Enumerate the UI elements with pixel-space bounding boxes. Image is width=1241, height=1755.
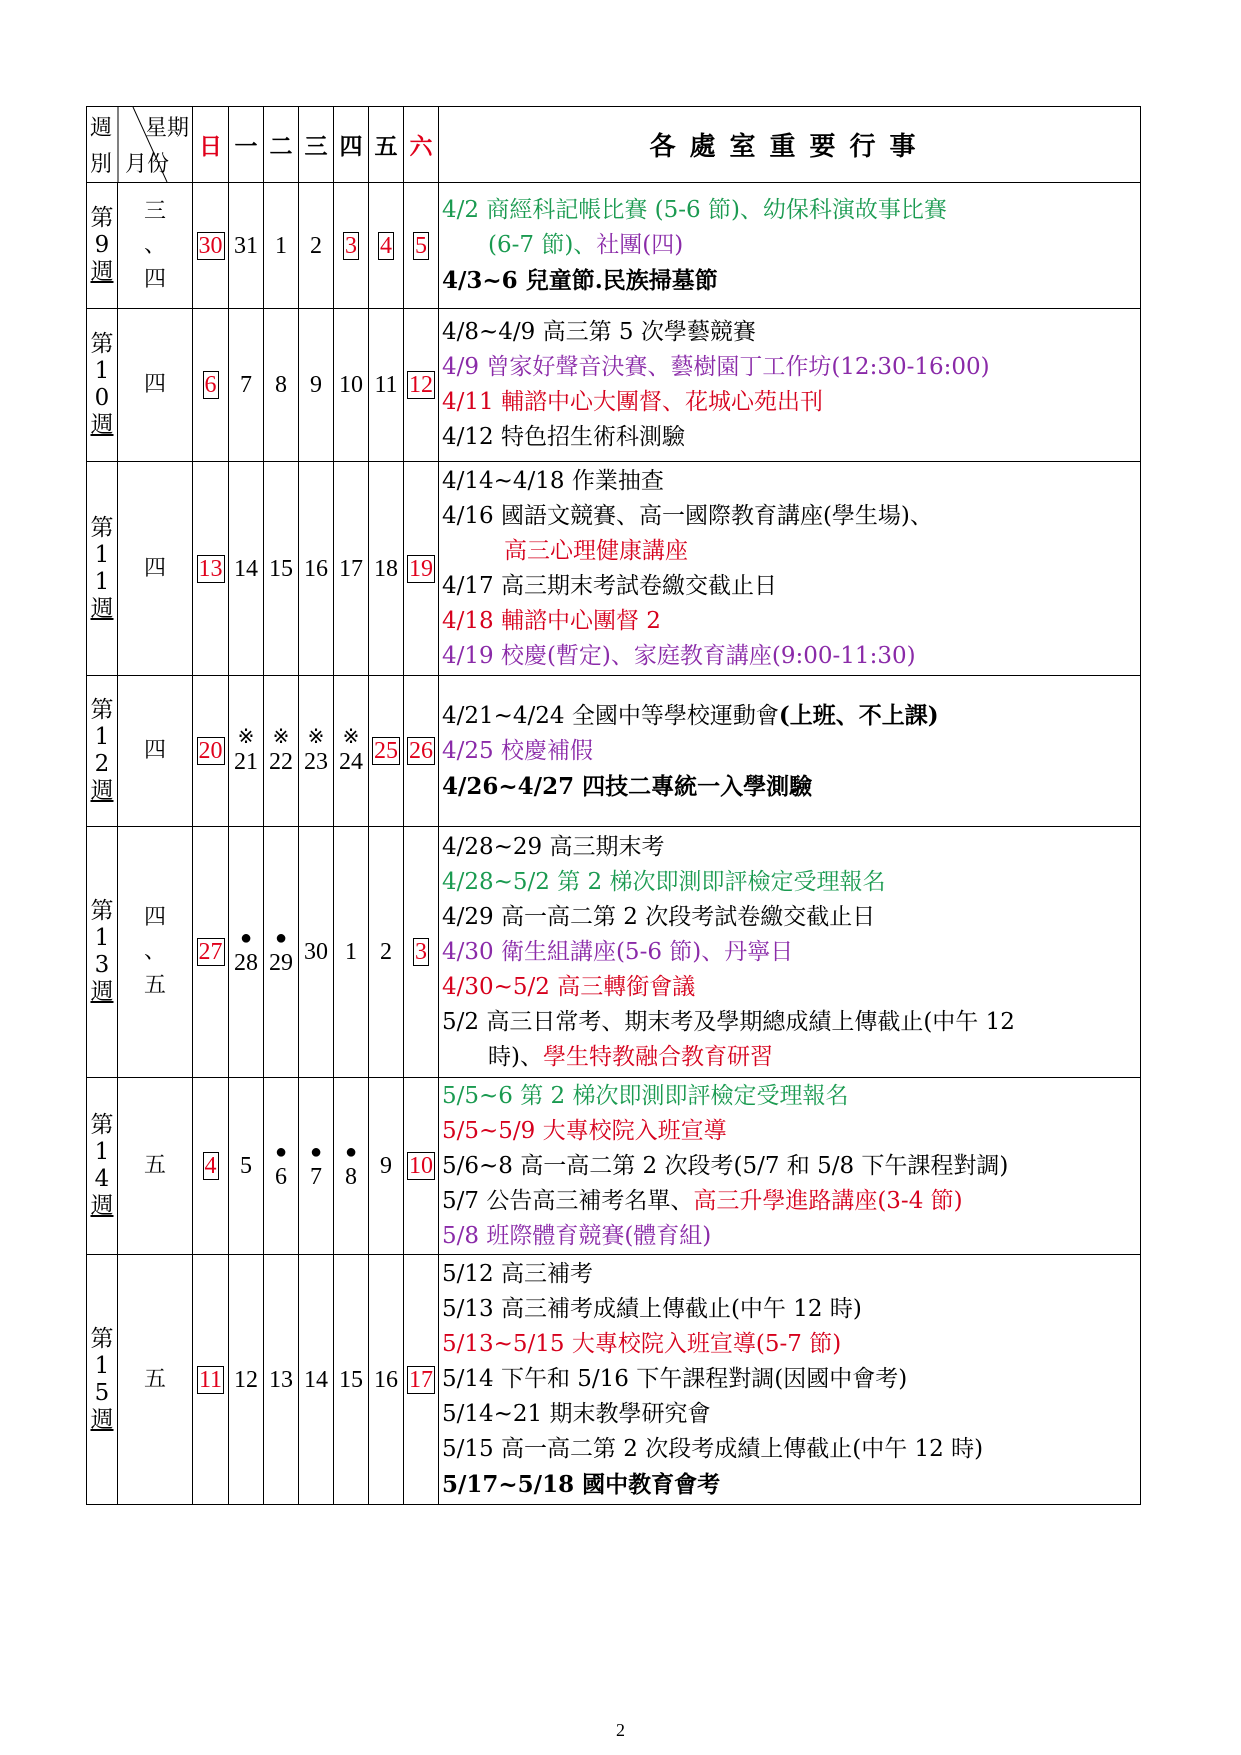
week-number-char: 第 bbox=[90, 898, 114, 924]
month-label: 月份 bbox=[125, 152, 170, 177]
day-cell bbox=[193, 676, 229, 827]
week-number-cell bbox=[87, 309, 118, 462]
day-cell bbox=[264, 1255, 299, 1505]
day-number: 10 bbox=[339, 372, 363, 398]
week-number-char: 3 bbox=[94, 952, 110, 978]
day-number: 8 bbox=[345, 1164, 357, 1190]
day-cell bbox=[334, 676, 369, 827]
event-text: 4/21~4/24 全國中等學校運動會 bbox=[442, 702, 779, 729]
event-text: 5/5~6 第 2 梯次即測即評檢定受理報名 bbox=[442, 1082, 849, 1109]
week-number-char: 1 bbox=[94, 541, 110, 568]
event-line bbox=[442, 639, 1140, 674]
event-text: 社團(四) bbox=[596, 231, 684, 258]
day-cell bbox=[299, 462, 334, 676]
day-cell bbox=[299, 676, 334, 827]
event-text: 4/29 高一高二第 2 次段考試卷繳交截止日 bbox=[442, 903, 876, 930]
event-line bbox=[442, 769, 1140, 805]
week-number-char: 週 bbox=[90, 979, 114, 1005]
month-char: 五 bbox=[143, 1153, 166, 1178]
day-cell bbox=[229, 183, 264, 309]
event-line bbox=[442, 385, 1140, 420]
day-cell bbox=[404, 309, 439, 462]
header-row bbox=[87, 107, 1141, 183]
day-cell bbox=[264, 1078, 299, 1255]
day-cell bbox=[264, 462, 299, 676]
week-number-char: 第 bbox=[90, 1112, 114, 1138]
month-cell bbox=[118, 309, 193, 462]
event-text: 4/9 曾家好聲音決賽、藝樹園丁工作坊(12:30-16:00) bbox=[442, 354, 990, 380]
month-char: 、 bbox=[143, 232, 166, 258]
event-line bbox=[442, 734, 1140, 769]
event-text: 4/2 商經科記帳比賽 (5-6 節)、幼保科演故事比賽 bbox=[442, 196, 947, 223]
day-cell bbox=[193, 309, 229, 462]
week-number-char: 週 bbox=[90, 1193, 114, 1219]
day-cell bbox=[404, 462, 439, 676]
day-number: 7 bbox=[310, 1164, 322, 1190]
event-line bbox=[442, 534, 1140, 569]
day-cell bbox=[264, 309, 299, 462]
event-text: 5/15 高一高二第 2 次段考成績上傳截止(中午 12 時) bbox=[442, 1435, 984, 1462]
event-text: 高三心理健康講座 bbox=[504, 537, 688, 564]
week-number-char: 0 bbox=[94, 385, 110, 411]
month-char: 五 bbox=[143, 973, 166, 998]
day-cell bbox=[264, 827, 299, 1078]
month-char: 五 bbox=[143, 1366, 166, 1392]
week-number-char: 2 bbox=[94, 751, 110, 777]
day-cell bbox=[264, 676, 299, 827]
day-number: 7 bbox=[240, 372, 252, 398]
month-char: 四 bbox=[143, 738, 166, 763]
week-number-char: 週 bbox=[90, 595, 114, 622]
day-number: 30 bbox=[198, 232, 223, 259]
day-number: 14 bbox=[304, 1366, 328, 1393]
event-text: 4/17 高三期末考試卷繳交截止日 bbox=[442, 572, 777, 599]
day-number: 11 bbox=[198, 1366, 223, 1393]
page-number: 2 bbox=[616, 1720, 625, 1740]
day-cell bbox=[229, 309, 264, 462]
week-number-char: 第 bbox=[90, 205, 114, 231]
month-char: 三 bbox=[143, 198, 166, 224]
month-char: 四 bbox=[143, 905, 166, 930]
month-cell bbox=[118, 676, 193, 827]
day-cell bbox=[299, 309, 334, 462]
event-line bbox=[442, 1079, 1140, 1114]
event-text: 5/13~5/15 大專校院入班宣導(5-7 節) bbox=[442, 1330, 842, 1357]
week-number-char: 週 bbox=[90, 1406, 114, 1433]
day-header-tue: 二 bbox=[264, 107, 299, 183]
event-line bbox=[442, 935, 1140, 970]
event-line bbox=[442, 830, 1140, 865]
day-cell bbox=[229, 1255, 264, 1505]
day-marker: ● bbox=[344, 1141, 358, 1163]
event-text: 5/7 公告高三補考名單、 bbox=[442, 1187, 694, 1214]
week-number-char: 1 bbox=[94, 724, 110, 750]
day-cell bbox=[334, 1078, 369, 1255]
event-line bbox=[442, 1397, 1140, 1432]
event-text: (上班、不上課) bbox=[778, 701, 939, 729]
day-cell bbox=[369, 309, 404, 462]
event-line bbox=[442, 569, 1140, 604]
day-number: 5 bbox=[240, 1153, 252, 1179]
day-number: 1 bbox=[345, 939, 357, 965]
event-text: 4/25 校慶補假 bbox=[442, 737, 593, 764]
day-header-wed: 三 bbox=[299, 107, 334, 183]
day-cell bbox=[334, 309, 369, 462]
day-number: 31 bbox=[234, 232, 258, 259]
day-cell bbox=[229, 676, 264, 827]
day-number: 12 bbox=[234, 1366, 258, 1393]
event-line bbox=[442, 1257, 1140, 1292]
day-cell bbox=[229, 1078, 264, 1255]
day-cell bbox=[369, 1255, 404, 1505]
event-text: 5/14 下午和 5/16 下午課程對調(因國中會考) bbox=[442, 1365, 908, 1392]
event-line bbox=[442, 228, 1140, 263]
day-cell bbox=[193, 1078, 229, 1255]
event-text: 4/30~5/2 高三轉銜會議 bbox=[442, 973, 696, 1000]
month-cell bbox=[118, 1078, 193, 1255]
events-cell bbox=[439, 462, 1141, 676]
event-line bbox=[442, 315, 1140, 350]
week-row bbox=[87, 1078, 1141, 1255]
event-text: 4/16 國語文競賽、高一國際教育講座(學生場)、 bbox=[442, 502, 933, 529]
day-cell bbox=[369, 1078, 404, 1255]
day-cell bbox=[299, 1255, 334, 1505]
day-number: 18 bbox=[374, 555, 398, 582]
day-number: 29 bbox=[269, 950, 293, 976]
day-number: 6 bbox=[204, 372, 217, 398]
event-line bbox=[442, 1467, 1140, 1503]
day-number: 24 bbox=[339, 749, 363, 775]
header-corner bbox=[87, 107, 193, 183]
day-number: 17 bbox=[409, 1366, 433, 1393]
event-text: 5/5~5/9 大專校院入班宣導 bbox=[442, 1117, 727, 1144]
day-cell bbox=[299, 827, 334, 1078]
day-cell bbox=[369, 676, 404, 827]
event-line bbox=[442, 1184, 1140, 1219]
week-number-char: 9 bbox=[94, 232, 110, 258]
event-line bbox=[442, 698, 1140, 734]
day-number: 15 bbox=[339, 1366, 363, 1393]
day-cell bbox=[404, 1078, 439, 1255]
week-number-cell bbox=[87, 676, 118, 827]
day-number: 3 bbox=[345, 232, 357, 259]
event-line bbox=[442, 1327, 1140, 1362]
week-number-cell bbox=[87, 183, 118, 309]
week-number-char: 週 bbox=[90, 778, 114, 804]
event-line bbox=[442, 1149, 1140, 1184]
day-number: 16 bbox=[374, 1366, 398, 1393]
week-number-char: 5 bbox=[94, 1379, 110, 1406]
week-number-char: 1 bbox=[94, 568, 110, 595]
day-number: 9 bbox=[310, 372, 322, 398]
event-text: 5/6~8 高一高二第 2 次段考(5/7 和 5/8 下午課程對調) bbox=[442, 1152, 1009, 1179]
day-number: 13 bbox=[269, 1366, 293, 1393]
event-text: 4/28~29 高三期末考 bbox=[442, 833, 665, 860]
day-cell bbox=[369, 827, 404, 1078]
day-header-thu: 四 bbox=[334, 107, 369, 183]
day-cell bbox=[334, 183, 369, 309]
event-text: 4/14~4/18 作業抽查 bbox=[442, 467, 664, 494]
week-number-cell bbox=[87, 462, 118, 676]
week-number-char: 週 bbox=[90, 259, 114, 285]
day-number: 17 bbox=[339, 555, 363, 582]
week-row bbox=[87, 827, 1141, 1078]
events-cell bbox=[439, 827, 1141, 1078]
day-cell bbox=[264, 183, 299, 309]
day-number: 16 bbox=[304, 555, 328, 582]
week-number-char: 第 bbox=[90, 331, 114, 357]
day-header-sun: 日 bbox=[193, 107, 229, 183]
event-line bbox=[442, 263, 1140, 299]
month-cell bbox=[118, 462, 193, 676]
day-header-fri: 五 bbox=[369, 107, 404, 183]
day-number: 21 bbox=[234, 749, 258, 775]
week-number-char: 1 bbox=[94, 358, 110, 384]
day-number: 5 bbox=[415, 232, 427, 259]
event-line bbox=[442, 420, 1140, 455]
week-row bbox=[87, 1255, 1141, 1505]
day-cell bbox=[229, 827, 264, 1078]
day-cell bbox=[299, 1078, 334, 1255]
event-text: 5/13 高三補考成績上傳截止(中午 12 時) bbox=[442, 1295, 862, 1322]
day-number: 12 bbox=[409, 372, 433, 398]
day-number: 10 bbox=[409, 1153, 433, 1179]
events-cell bbox=[439, 309, 1141, 462]
event-text: 高三升學進路講座(3-4 節) bbox=[693, 1187, 963, 1214]
week-row bbox=[87, 183, 1141, 309]
day-cell bbox=[369, 462, 404, 676]
day-cell bbox=[404, 1255, 439, 1505]
week-number-char: 第 bbox=[90, 514, 114, 541]
week-label-bottom: 別 bbox=[90, 152, 113, 177]
day-number: 23 bbox=[304, 749, 328, 775]
day-header-sat: 六 bbox=[404, 107, 439, 183]
day-number: 2 bbox=[310, 232, 322, 259]
event-text: 4/28~5/2 第 2 梯次即測即評檢定受理報名 bbox=[442, 868, 886, 895]
day-number: 1 bbox=[275, 232, 287, 259]
week-number-char: 1 bbox=[94, 1139, 110, 1165]
event-line bbox=[442, 464, 1140, 499]
day-cell bbox=[193, 183, 229, 309]
day-number: 9 bbox=[380, 1153, 392, 1179]
event-text: 4/11 輔諮中心大團督、花城心苑出刊 bbox=[442, 389, 823, 415]
day-cell bbox=[334, 462, 369, 676]
day-cell bbox=[299, 183, 334, 309]
week-number-cell bbox=[87, 1078, 118, 1255]
event-line bbox=[442, 1219, 1140, 1254]
week-number-char: 第 bbox=[90, 697, 114, 723]
events-header: 各處室重要行事 bbox=[439, 107, 1141, 183]
event-text: 4/26~4/27 四技二專統一入學測驗 bbox=[442, 772, 813, 800]
week-number-char: 1 bbox=[94, 925, 110, 951]
month-cell bbox=[118, 183, 193, 309]
day-number: 8 bbox=[275, 372, 287, 398]
day-marker: ● bbox=[274, 1141, 288, 1163]
day-cell bbox=[193, 827, 229, 1078]
event-text: 4/30 衛生組講座(5-6 節)、丹寧日 bbox=[442, 938, 794, 965]
day-number: 19 bbox=[409, 555, 433, 582]
day-number: 3 bbox=[415, 939, 427, 965]
day-number: 26 bbox=[409, 738, 433, 764]
day-number: 2 bbox=[380, 939, 392, 965]
day-marker: ※ bbox=[272, 726, 290, 748]
event-text: 5/8 班際體育競賽(體育組) bbox=[442, 1222, 712, 1249]
events-cell bbox=[439, 676, 1141, 827]
day-number: 15 bbox=[269, 555, 293, 582]
day-number: 30 bbox=[304, 939, 328, 965]
week-row bbox=[87, 309, 1141, 462]
day-number: 14 bbox=[234, 555, 258, 582]
event-line bbox=[442, 1292, 1140, 1327]
event-line bbox=[442, 865, 1140, 900]
event-line bbox=[442, 193, 1140, 228]
day-number: 11 bbox=[374, 372, 398, 398]
day-marker: ※ bbox=[307, 726, 325, 748]
day-cell bbox=[229, 462, 264, 676]
events-cell bbox=[439, 1078, 1141, 1255]
event-line bbox=[442, 1432, 1140, 1467]
day-number: 13 bbox=[198, 555, 223, 582]
event-text: 4/8~4/9 高三第 5 次學藝競賽 bbox=[442, 319, 756, 345]
day-marker: ※ bbox=[342, 726, 360, 748]
weekday-label: 星期 bbox=[144, 116, 189, 141]
event-line bbox=[442, 1114, 1140, 1149]
events-cell bbox=[439, 1255, 1141, 1505]
day-cell bbox=[369, 183, 404, 309]
week-label-top: 週 bbox=[90, 116, 113, 141]
day-number: 4 bbox=[380, 232, 392, 259]
event-text: 4/12 特色招生術科測驗 bbox=[442, 424, 685, 450]
events-cell bbox=[439, 183, 1141, 309]
event-line bbox=[442, 499, 1140, 534]
event-text: 5/12 高三補考 bbox=[442, 1260, 593, 1287]
day-marker: ● bbox=[309, 1141, 323, 1163]
day-cell bbox=[193, 1255, 229, 1505]
day-number: 25 bbox=[374, 738, 398, 764]
day-number: 20 bbox=[198, 738, 223, 764]
day-cell bbox=[404, 827, 439, 1078]
event-line bbox=[442, 1005, 1140, 1040]
month-char: 四 bbox=[143, 372, 166, 397]
week-number-cell bbox=[87, 827, 118, 1078]
day-number: 22 bbox=[269, 749, 293, 775]
month-char: 四 bbox=[143, 266, 166, 292]
day-cell bbox=[404, 676, 439, 827]
month-cell bbox=[118, 1255, 193, 1505]
event-text: 學生特教融合教育研習 bbox=[542, 1043, 773, 1070]
week-number-char: 1 bbox=[94, 1352, 110, 1379]
event-text: 5/14~21 期末教學研究會 bbox=[442, 1400, 711, 1427]
month-cell bbox=[118, 827, 193, 1078]
day-marker: ● bbox=[239, 927, 253, 949]
event-text: 4/19 校慶(暫定)、家庭教育講座(9:00-11:30) bbox=[442, 642, 916, 669]
day-cell bbox=[334, 1255, 369, 1505]
event-line bbox=[442, 604, 1140, 639]
week-number-char: 週 bbox=[90, 412, 114, 438]
school-calendar-table bbox=[86, 106, 1141, 1505]
day-number: 4 bbox=[204, 1153, 217, 1179]
day-cell bbox=[334, 827, 369, 1078]
day-header-mon: 一 bbox=[229, 107, 264, 183]
week-number-char: 4 bbox=[94, 1166, 110, 1192]
event-line bbox=[442, 900, 1140, 935]
event-line bbox=[442, 970, 1140, 1005]
day-marker: ● bbox=[274, 927, 288, 949]
event-text: 4/3~6 兒童節.民族掃墓節 bbox=[442, 266, 718, 294]
week-number-cell bbox=[87, 1255, 118, 1505]
day-number: 28 bbox=[234, 950, 258, 976]
month-char: 、 bbox=[143, 939, 166, 964]
day-number: 6 bbox=[275, 1164, 287, 1190]
day-cell bbox=[193, 462, 229, 676]
week-row bbox=[87, 462, 1141, 676]
week-row bbox=[87, 676, 1141, 827]
event-text: (6-7 節)、 bbox=[488, 231, 597, 258]
event-text: 5/2 高三日常考、期末考及學期總成績上傳截止(中午 12 bbox=[442, 1008, 1015, 1035]
event-text: 5/17~5/18 國中教育會考 bbox=[442, 1470, 721, 1498]
event-line bbox=[442, 1362, 1140, 1397]
event-line bbox=[442, 1040, 1140, 1075]
month-char: 四 bbox=[143, 555, 166, 581]
event-text: 4/18 輔諮中心團督 2 bbox=[442, 607, 661, 634]
event-text: 時)、 bbox=[488, 1043, 543, 1070]
day-cell bbox=[404, 183, 439, 309]
day-marker: ※ bbox=[237, 726, 255, 748]
day-number: 27 bbox=[198, 939, 223, 965]
week-number-char: 第 bbox=[90, 1325, 114, 1352]
event-line bbox=[442, 350, 1140, 385]
